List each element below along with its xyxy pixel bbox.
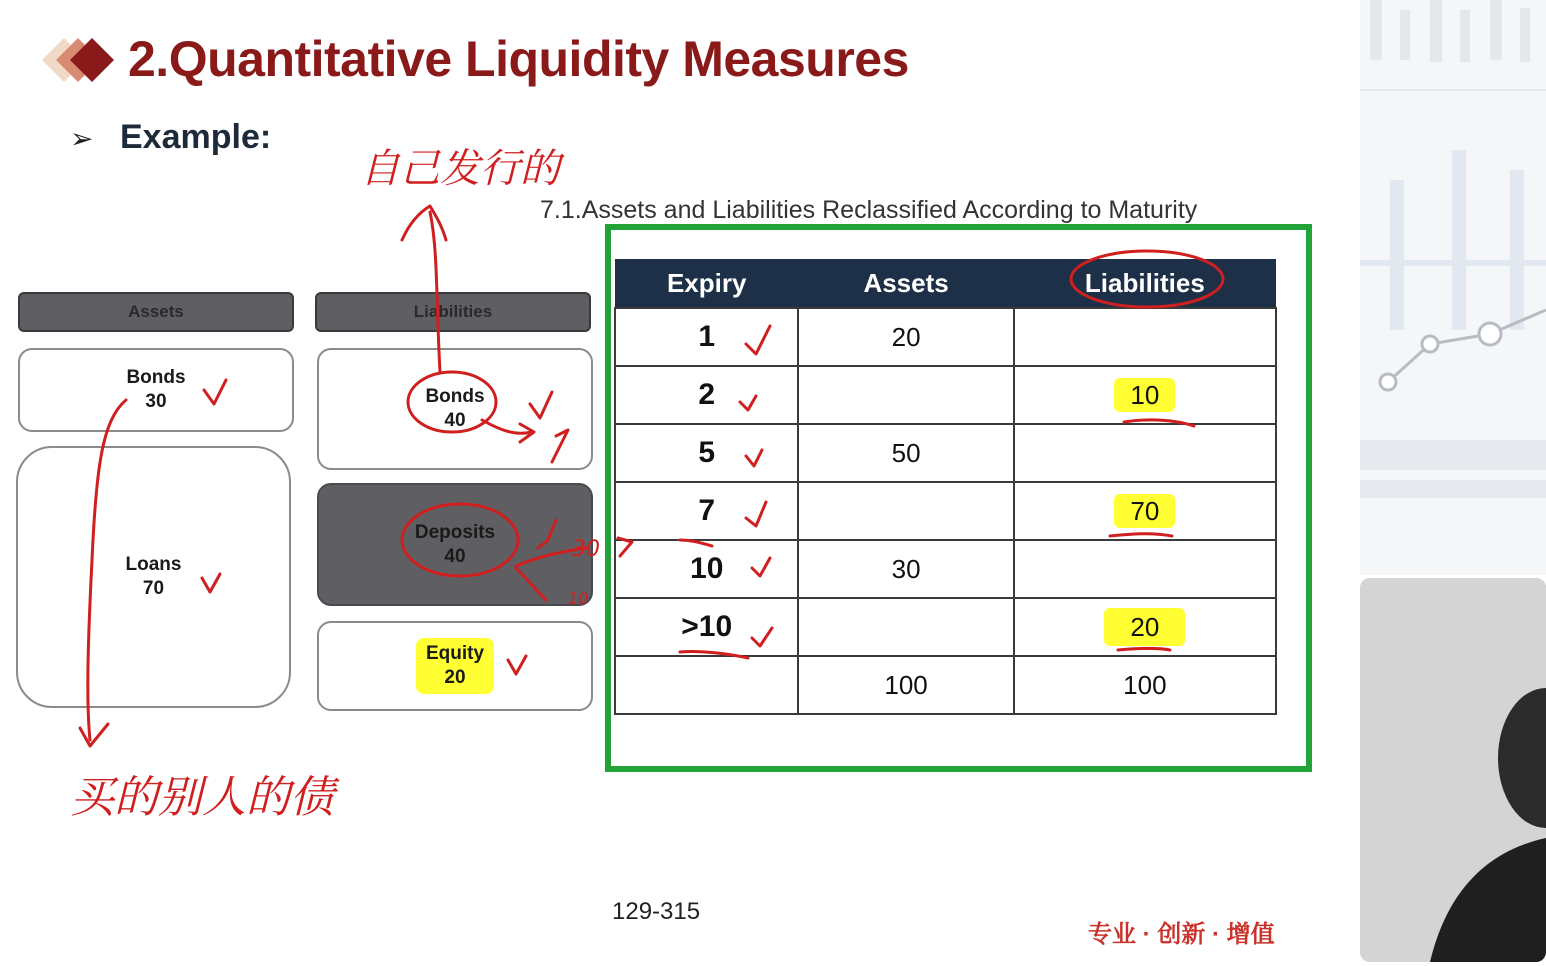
highlighted-value: 70 — [1114, 494, 1175, 528]
col-header-liabilities: Liabilities — [1014, 259, 1276, 308]
assets-cell — [798, 482, 1013, 540]
liabilities-total-cell: 100 — [1014, 656, 1276, 714]
table-row — [615, 482, 1276, 540]
asset-loans-box — [16, 446, 291, 708]
presenter-silhouette-icon — [1360, 578, 1546, 962]
bottom-handwritten-note: 买的别人的债 — [70, 772, 334, 823]
liabilities-cell — [1014, 482, 1276, 540]
table-row — [615, 598, 1276, 656]
table-total-row — [615, 656, 1276, 714]
asset-loans-label: Loans — [125, 554, 182, 576]
table-row — [615, 308, 1276, 366]
highlighted-value: 20 — [1104, 608, 1185, 646]
background-slide-preview — [1360, 0, 1546, 575]
asset-loans-value: 70 — [142, 578, 165, 599]
maturity-table — [614, 259, 1277, 715]
liability-bonds-box — [317, 348, 593, 470]
expiry-cell: 2 — [615, 366, 798, 424]
col-header-expiry: Expiry — [615, 259, 798, 308]
liabilities-cell — [1014, 598, 1276, 656]
liabilities-cell — [1014, 366, 1276, 424]
assets-cell — [798, 598, 1013, 656]
assets-cell: 30 — [798, 540, 1013, 598]
highlighted-value: 10 — [1114, 378, 1175, 412]
expiry-cell: 1 — [615, 308, 798, 366]
asset-bonds-value: 30 — [145, 391, 167, 412]
page-number: 129-315 — [612, 898, 701, 925]
asset-bonds-label: Bonds — [126, 367, 186, 389]
diamond-logo-icon — [22, 30, 122, 90]
expiry-cell: 10 — [615, 540, 798, 598]
expiry-cell: >10 — [615, 598, 798, 656]
webcam-feed — [1360, 578, 1546, 962]
table-row — [615, 540, 1276, 598]
top-handwritten-note: 自己发行的 — [360, 146, 560, 192]
table-row — [615, 366, 1276, 424]
liabilities-cell — [1014, 424, 1276, 482]
liability-deposits-box — [317, 483, 593, 606]
chart-thumbnail-icon — [1360, 0, 1546, 575]
liability-bonds-label: Bonds — [425, 386, 485, 408]
liabilities-header: Liabilities — [315, 292, 591, 332]
table-caption: 7.1.Assets and Liabilities Reclassified According to Maturity — [540, 196, 1198, 224]
assets-header: Assets — [18, 292, 294, 332]
example-heading: Example: — [120, 118, 272, 156]
liability-equity-value: 20 — [444, 667, 466, 688]
liability-equity-box — [317, 621, 593, 711]
expiry-cell: 7 — [615, 482, 798, 540]
slogan: 专业 · 创新 · 增值 — [1088, 921, 1275, 948]
bullet-arrow-icon: ➢ — [70, 123, 94, 154]
expiry-cell — [615, 656, 798, 714]
slide-title: 2.Quantitative Liquidity Measures — [128, 31, 909, 87]
deposit-split-b: 10 — [568, 589, 589, 608]
equity-highlight — [416, 638, 494, 694]
liability-deposits-value: 40 — [444, 545, 466, 567]
liabilities-cell — [1014, 540, 1276, 598]
assets-cell — [798, 366, 1013, 424]
deposit-split-a: 30 — [572, 537, 600, 562]
assets-cell: 50 — [798, 424, 1013, 482]
assets-total-cell: 100 — [798, 656, 1013, 714]
table-header-row — [615, 259, 1276, 308]
col-header-assets: Assets — [798, 259, 1013, 308]
expiry-cell: 5 — [615, 424, 798, 482]
asset-bonds-box — [18, 348, 294, 432]
table-row — [615, 424, 1276, 482]
assets-cell: 20 — [798, 308, 1013, 366]
liability-deposits-label: Deposits — [414, 521, 496, 543]
liability-equity-label: Equity — [425, 643, 485, 665]
liability-bonds-value: 40 — [444, 410, 466, 431]
liabilities-cell — [1014, 308, 1276, 366]
